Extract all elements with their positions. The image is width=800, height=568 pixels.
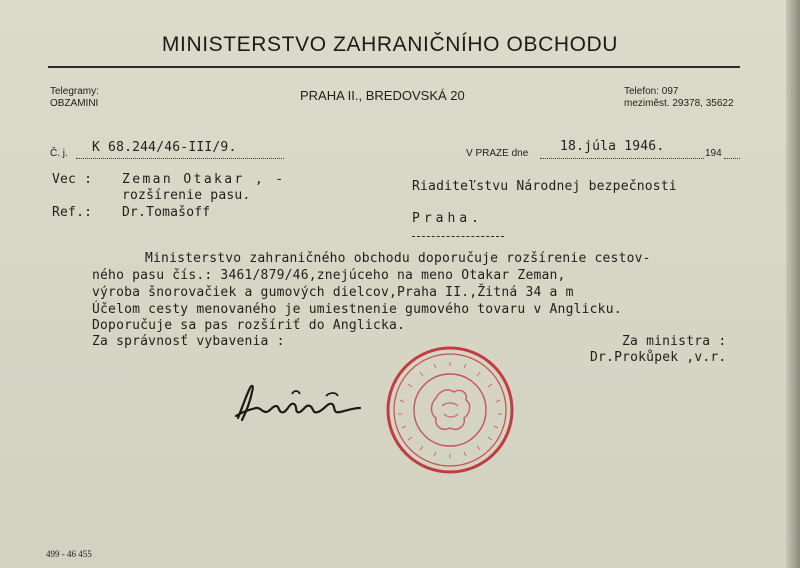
telegram-value: OBZAMINI <box>50 98 99 109</box>
place-label: V PRAZE dne <box>466 148 529 159</box>
year-dotted-line <box>724 158 740 159</box>
telegram-label: Telegramy: <box>50 86 99 97</box>
date-dotted-line <box>540 158 704 159</box>
recipient-underline <box>412 236 504 237</box>
phone-label: Telefon: 097 <box>624 86 679 97</box>
closing-right-1: Za ministra : <box>622 334 727 349</box>
cj-value: K 68.244/46-III/9. <box>92 140 237 155</box>
body-line-4: Účelom cesty menovaného je umiestnenie gumového tovaru v Anglicku. <box>92 302 622 317</box>
ref-value: Dr.Tomašoff <box>122 205 211 220</box>
date-value: 18.júla 1946. <box>560 139 665 154</box>
body-line-2: ného pasu čís.: 3461/879/46,znejúceho na meno Otakar Zeman, <box>92 268 566 283</box>
paper-edge <box>786 0 800 568</box>
ministry-heading: MINISTERSTVO ZAHRANIČNÍHO OBCHODU <box>161 33 619 56</box>
vec-line-2: rozšírenie pasu. <box>122 188 251 203</box>
recipient-line-1: Riaditeľstvu Národnej bezpečnosti <box>412 179 677 194</box>
official-stamp <box>380 340 520 480</box>
form-number: 499 - 46 455 <box>46 549 92 559</box>
cj-dotted-line <box>76 158 284 159</box>
body-line-3: výroba šnorovačiek a gumových dielcov,Praha II.,Žitná 34 a m <box>92 285 574 300</box>
address: PRAHA II., BREDOVSKÁ 20 <box>300 88 465 103</box>
closing-left: Za správnosť vybavenia : <box>92 334 285 349</box>
heading-rule <box>48 66 740 68</box>
year-suffix: 194 <box>705 148 722 159</box>
ref-label: Ref.: <box>52 205 93 220</box>
body-line-5: Doporučuje sa pas rozšíriť do Anglicka. <box>92 318 406 333</box>
handwritten-signature <box>232 378 370 426</box>
recipient-line-2: Praha. <box>412 211 483 226</box>
vec-label: Vec : <box>52 172 93 187</box>
phone-extra: meziměst. 29378, 35622 <box>624 98 734 109</box>
closing-right-2: Dr.Prokůpek ,v.r. <box>590 350 727 365</box>
vec-line-1: Zeman Otakar , - <box>122 172 286 187</box>
body-line-1: Ministerstvo zahraničného obchodu doporučuje rozšírenie cestov- <box>145 251 651 266</box>
cj-label: Č. j. <box>50 148 68 159</box>
